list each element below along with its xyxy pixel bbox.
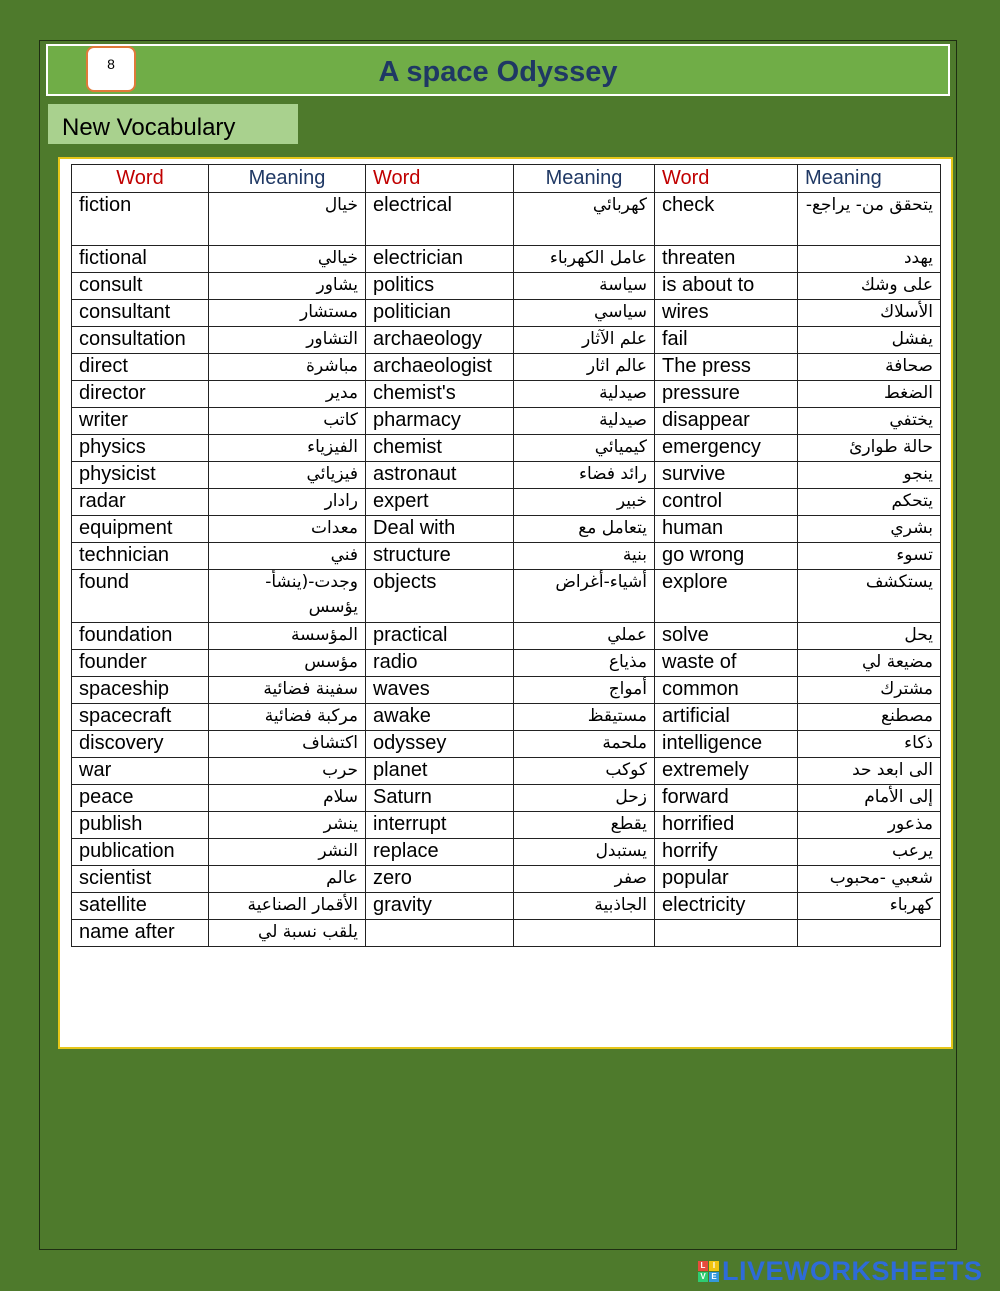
- meaning-cell: إلى الأمام: [798, 785, 941, 812]
- table-row: [72, 704, 941, 731]
- meaning-cell: زحل: [514, 785, 655, 812]
- word-cell: awake: [366, 704, 514, 731]
- word-cell: solve: [655, 623, 798, 650]
- table-row: [72, 462, 941, 489]
- section-label: New Vocabulary: [48, 104, 298, 144]
- word-cell: objects: [366, 570, 514, 623]
- meaning-cell: مضيعة لي: [798, 650, 941, 677]
- word-cell: chemist: [366, 435, 514, 462]
- word-cell: pressure: [655, 381, 798, 408]
- meaning-cell: يلقب نسبة لي: [209, 920, 366, 947]
- table-row: [72, 839, 941, 866]
- meaning-cell: رائد فضاء: [514, 462, 655, 489]
- word-cell: foundation: [72, 623, 209, 650]
- meaning-cell: كيميائي: [514, 435, 655, 462]
- table-row: [72, 893, 941, 920]
- word-cell: archaeologist: [366, 354, 514, 381]
- table-row: [72, 866, 941, 893]
- table-row: [72, 650, 941, 677]
- word-cell: expert: [366, 489, 514, 516]
- meaning-cell: مؤسس: [209, 650, 366, 677]
- word-cell: war: [72, 758, 209, 785]
- column-header-word: Word: [655, 165, 798, 193]
- meaning-cell: صحافة: [798, 354, 941, 381]
- word-cell: explore: [655, 570, 798, 623]
- table-row: [72, 785, 941, 812]
- meaning-cell: عالم اثار: [514, 354, 655, 381]
- word-cell: peace: [72, 785, 209, 812]
- meaning-cell: كهربائي: [514, 193, 655, 246]
- word-cell: zero: [366, 866, 514, 893]
- meaning-cell: مدير: [209, 381, 366, 408]
- word-cell: scientist: [72, 866, 209, 893]
- logo-letter: L: [698, 1261, 708, 1271]
- meaning-cell: فيزيائي: [209, 462, 366, 489]
- word-cell: Saturn: [366, 785, 514, 812]
- meaning-cell: مستيقظ: [514, 704, 655, 731]
- meaning-cell: يشاور: [209, 273, 366, 300]
- word-cell: radar: [72, 489, 209, 516]
- table-row: [72, 543, 941, 570]
- table-row: [72, 300, 941, 327]
- meaning-cell: اكتشاف: [209, 731, 366, 758]
- meaning-cell: يقطع: [514, 812, 655, 839]
- meaning-cell: تسوء: [798, 543, 941, 570]
- word-cell: satellite: [72, 893, 209, 920]
- meaning-cell: كهرباء: [798, 893, 941, 920]
- meaning-cell: بنية: [514, 543, 655, 570]
- meaning-cell: كاتب: [209, 408, 366, 435]
- meaning-cell: الأسلاك: [798, 300, 941, 327]
- word-cell: gravity: [366, 893, 514, 920]
- table-row: [72, 193, 941, 246]
- page-number-badge: 8: [86, 46, 136, 92]
- table-row: [72, 731, 941, 758]
- meaning-cell: صيدلية: [514, 408, 655, 435]
- table-row: [72, 327, 941, 354]
- word-cell: replace: [366, 839, 514, 866]
- meaning-cell: يستبدل: [514, 839, 655, 866]
- meaning-cell: عامل الكهرباء: [514, 246, 655, 273]
- word-cell: discovery: [72, 731, 209, 758]
- word-cell: electricity: [655, 893, 798, 920]
- meaning-cell: صفر: [514, 866, 655, 893]
- table-row: [72, 677, 941, 704]
- word-cell: popular: [655, 866, 798, 893]
- word-cell: politician: [366, 300, 514, 327]
- word-cell: founder: [72, 650, 209, 677]
- word-cell: artificial: [655, 704, 798, 731]
- meaning-cell: مباشرة: [209, 354, 366, 381]
- vocabulary-table: [71, 164, 941, 947]
- table-row: [72, 516, 941, 543]
- logo-text: LIVEWORKSHEETS: [722, 1255, 983, 1286]
- meaning-cell: [798, 920, 941, 947]
- meaning-cell: وجدت-(ينشأ- يؤسس: [209, 570, 366, 623]
- meaning-cell: مذياع: [514, 650, 655, 677]
- table-row: [72, 435, 941, 462]
- meaning-cell: كوكب: [514, 758, 655, 785]
- table-row: [72, 381, 941, 408]
- column-header-meaning: Meaning: [798, 165, 941, 193]
- meaning-cell: التشاور: [209, 327, 366, 354]
- word-cell: check: [655, 193, 798, 246]
- meaning-cell: فني: [209, 543, 366, 570]
- word-cell: common: [655, 677, 798, 704]
- meaning-cell: عملي: [514, 623, 655, 650]
- word-cell: forward: [655, 785, 798, 812]
- table-row: [72, 489, 941, 516]
- meaning-cell: يهدد: [798, 246, 941, 273]
- column-header-word: Word: [72, 165, 209, 193]
- word-cell: chemist's: [366, 381, 514, 408]
- word-cell: name after: [72, 920, 209, 947]
- word-cell: electrical: [366, 193, 514, 246]
- meaning-cell: مذعور: [798, 812, 941, 839]
- word-cell: waves: [366, 677, 514, 704]
- word-cell: [655, 920, 798, 947]
- table-row: [72, 920, 941, 947]
- word-cell: publication: [72, 839, 209, 866]
- word-cell: consult: [72, 273, 209, 300]
- word-cell: Deal with: [366, 516, 514, 543]
- meaning-cell: ينجو: [798, 462, 941, 489]
- word-cell: interrupt: [366, 812, 514, 839]
- word-cell: director: [72, 381, 209, 408]
- word-cell: human: [655, 516, 798, 543]
- meaning-cell: صيدلية: [514, 381, 655, 408]
- meaning-cell: المؤسسة: [209, 623, 366, 650]
- meaning-cell: علم الآثار: [514, 327, 655, 354]
- word-cell: politics: [366, 273, 514, 300]
- word-cell: electrician: [366, 246, 514, 273]
- table-header-row: [72, 165, 941, 193]
- meaning-cell: معدات: [209, 516, 366, 543]
- word-cell: equipment: [72, 516, 209, 543]
- word-cell: odyssey: [366, 731, 514, 758]
- meaning-cell: الفيزياء: [209, 435, 366, 462]
- table-row: [72, 354, 941, 381]
- meaning-cell: يرعب: [798, 839, 941, 866]
- word-cell: The press: [655, 354, 798, 381]
- meaning-cell: مستشار: [209, 300, 366, 327]
- word-cell: intelligence: [655, 731, 798, 758]
- meaning-cell: مشترك: [798, 677, 941, 704]
- word-cell: direct: [72, 354, 209, 381]
- word-cell: archaeology: [366, 327, 514, 354]
- meaning-cell: على وشك: [798, 273, 941, 300]
- meaning-cell: ذكاء: [798, 731, 941, 758]
- meaning-cell: الأقمار الصناعية: [209, 893, 366, 920]
- liveworksheets-logo: [698, 1257, 983, 1285]
- meaning-cell: مصطنع: [798, 704, 941, 731]
- word-cell: astronaut: [366, 462, 514, 489]
- word-cell: horrify: [655, 839, 798, 866]
- word-cell: technician: [72, 543, 209, 570]
- word-cell: pharmacy: [366, 408, 514, 435]
- word-cell: [366, 920, 514, 947]
- word-cell: writer: [72, 408, 209, 435]
- column-header-meaning: Meaning: [209, 165, 366, 193]
- meaning-cell: سياسي: [514, 300, 655, 327]
- word-cell: emergency: [655, 435, 798, 462]
- word-cell: structure: [366, 543, 514, 570]
- meaning-cell: حالة طوارئ: [798, 435, 941, 462]
- meaning-cell: ينشر: [209, 812, 366, 839]
- word-cell: horrified: [655, 812, 798, 839]
- word-cell: physics: [72, 435, 209, 462]
- word-cell: fail: [655, 327, 798, 354]
- word-cell: physicist: [72, 462, 209, 489]
- page-title: A space Odyssey: [378, 56, 618, 88]
- meaning-cell: خيالي: [209, 246, 366, 273]
- word-cell: threaten: [655, 246, 798, 273]
- word-cell: planet: [366, 758, 514, 785]
- word-cell: practical: [366, 623, 514, 650]
- meaning-cell: يتحقق من- يراجع-: [798, 193, 941, 246]
- meaning-cell: الضغط: [798, 381, 941, 408]
- meaning-cell: سياسة: [514, 273, 655, 300]
- table-row: [72, 758, 941, 785]
- meaning-cell: حرب: [209, 758, 366, 785]
- meaning-cell: يتعامل مع: [514, 516, 655, 543]
- table-row: [72, 246, 941, 273]
- word-cell: found: [72, 570, 209, 623]
- logo-letter: E: [709, 1272, 719, 1282]
- column-header-word: Word: [366, 165, 514, 193]
- meaning-cell: بشري: [798, 516, 941, 543]
- word-cell: control: [655, 489, 798, 516]
- meaning-cell: مركبة فضائية: [209, 704, 366, 731]
- word-cell: publish: [72, 812, 209, 839]
- word-cell: disappear: [655, 408, 798, 435]
- meaning-cell: يختفي: [798, 408, 941, 435]
- meaning-cell: سفينة فضائية: [209, 677, 366, 704]
- word-cell: radio: [366, 650, 514, 677]
- meaning-cell: شعبي -محبوب: [798, 866, 941, 893]
- table-row: [72, 273, 941, 300]
- table-row: [72, 812, 941, 839]
- word-cell: survive: [655, 462, 798, 489]
- table-row: [72, 623, 941, 650]
- meaning-cell: يفشل: [798, 327, 941, 354]
- word-cell: is about to: [655, 273, 798, 300]
- word-cell: extremely: [655, 758, 798, 785]
- meaning-cell: يحل: [798, 623, 941, 650]
- logo-mark-icon: [698, 1261, 719, 1282]
- word-cell: go wrong: [655, 543, 798, 570]
- meaning-cell: خيال: [209, 193, 366, 246]
- word-cell: fictional: [72, 246, 209, 273]
- word-cell: wires: [655, 300, 798, 327]
- meaning-cell: خبير: [514, 489, 655, 516]
- table-row: [72, 570, 941, 623]
- word-cell: waste of: [655, 650, 798, 677]
- meaning-cell: أشياء-أغراض: [514, 570, 655, 623]
- meaning-cell: الى ابعد حد: [798, 758, 941, 785]
- column-header-meaning: Meaning: [514, 165, 655, 193]
- meaning-cell: رادار: [209, 489, 366, 516]
- meaning-cell: يستكشف: [798, 570, 941, 623]
- meaning-cell: يتحكم: [798, 489, 941, 516]
- logo-letter: I: [709, 1261, 719, 1271]
- meaning-cell: ملحمة: [514, 731, 655, 758]
- logo-letter: V: [698, 1272, 708, 1282]
- table-row: [72, 408, 941, 435]
- word-cell: fiction: [72, 193, 209, 246]
- meaning-cell: [514, 920, 655, 947]
- word-cell: consultant: [72, 300, 209, 327]
- meaning-cell: سلام: [209, 785, 366, 812]
- meaning-cell: عالم: [209, 866, 366, 893]
- meaning-cell: أمواج: [514, 677, 655, 704]
- meaning-cell: النشر: [209, 839, 366, 866]
- word-cell: consultation: [72, 327, 209, 354]
- word-cell: spaceship: [72, 677, 209, 704]
- word-cell: spacecraft: [72, 704, 209, 731]
- meaning-cell: الجاذبية: [514, 893, 655, 920]
